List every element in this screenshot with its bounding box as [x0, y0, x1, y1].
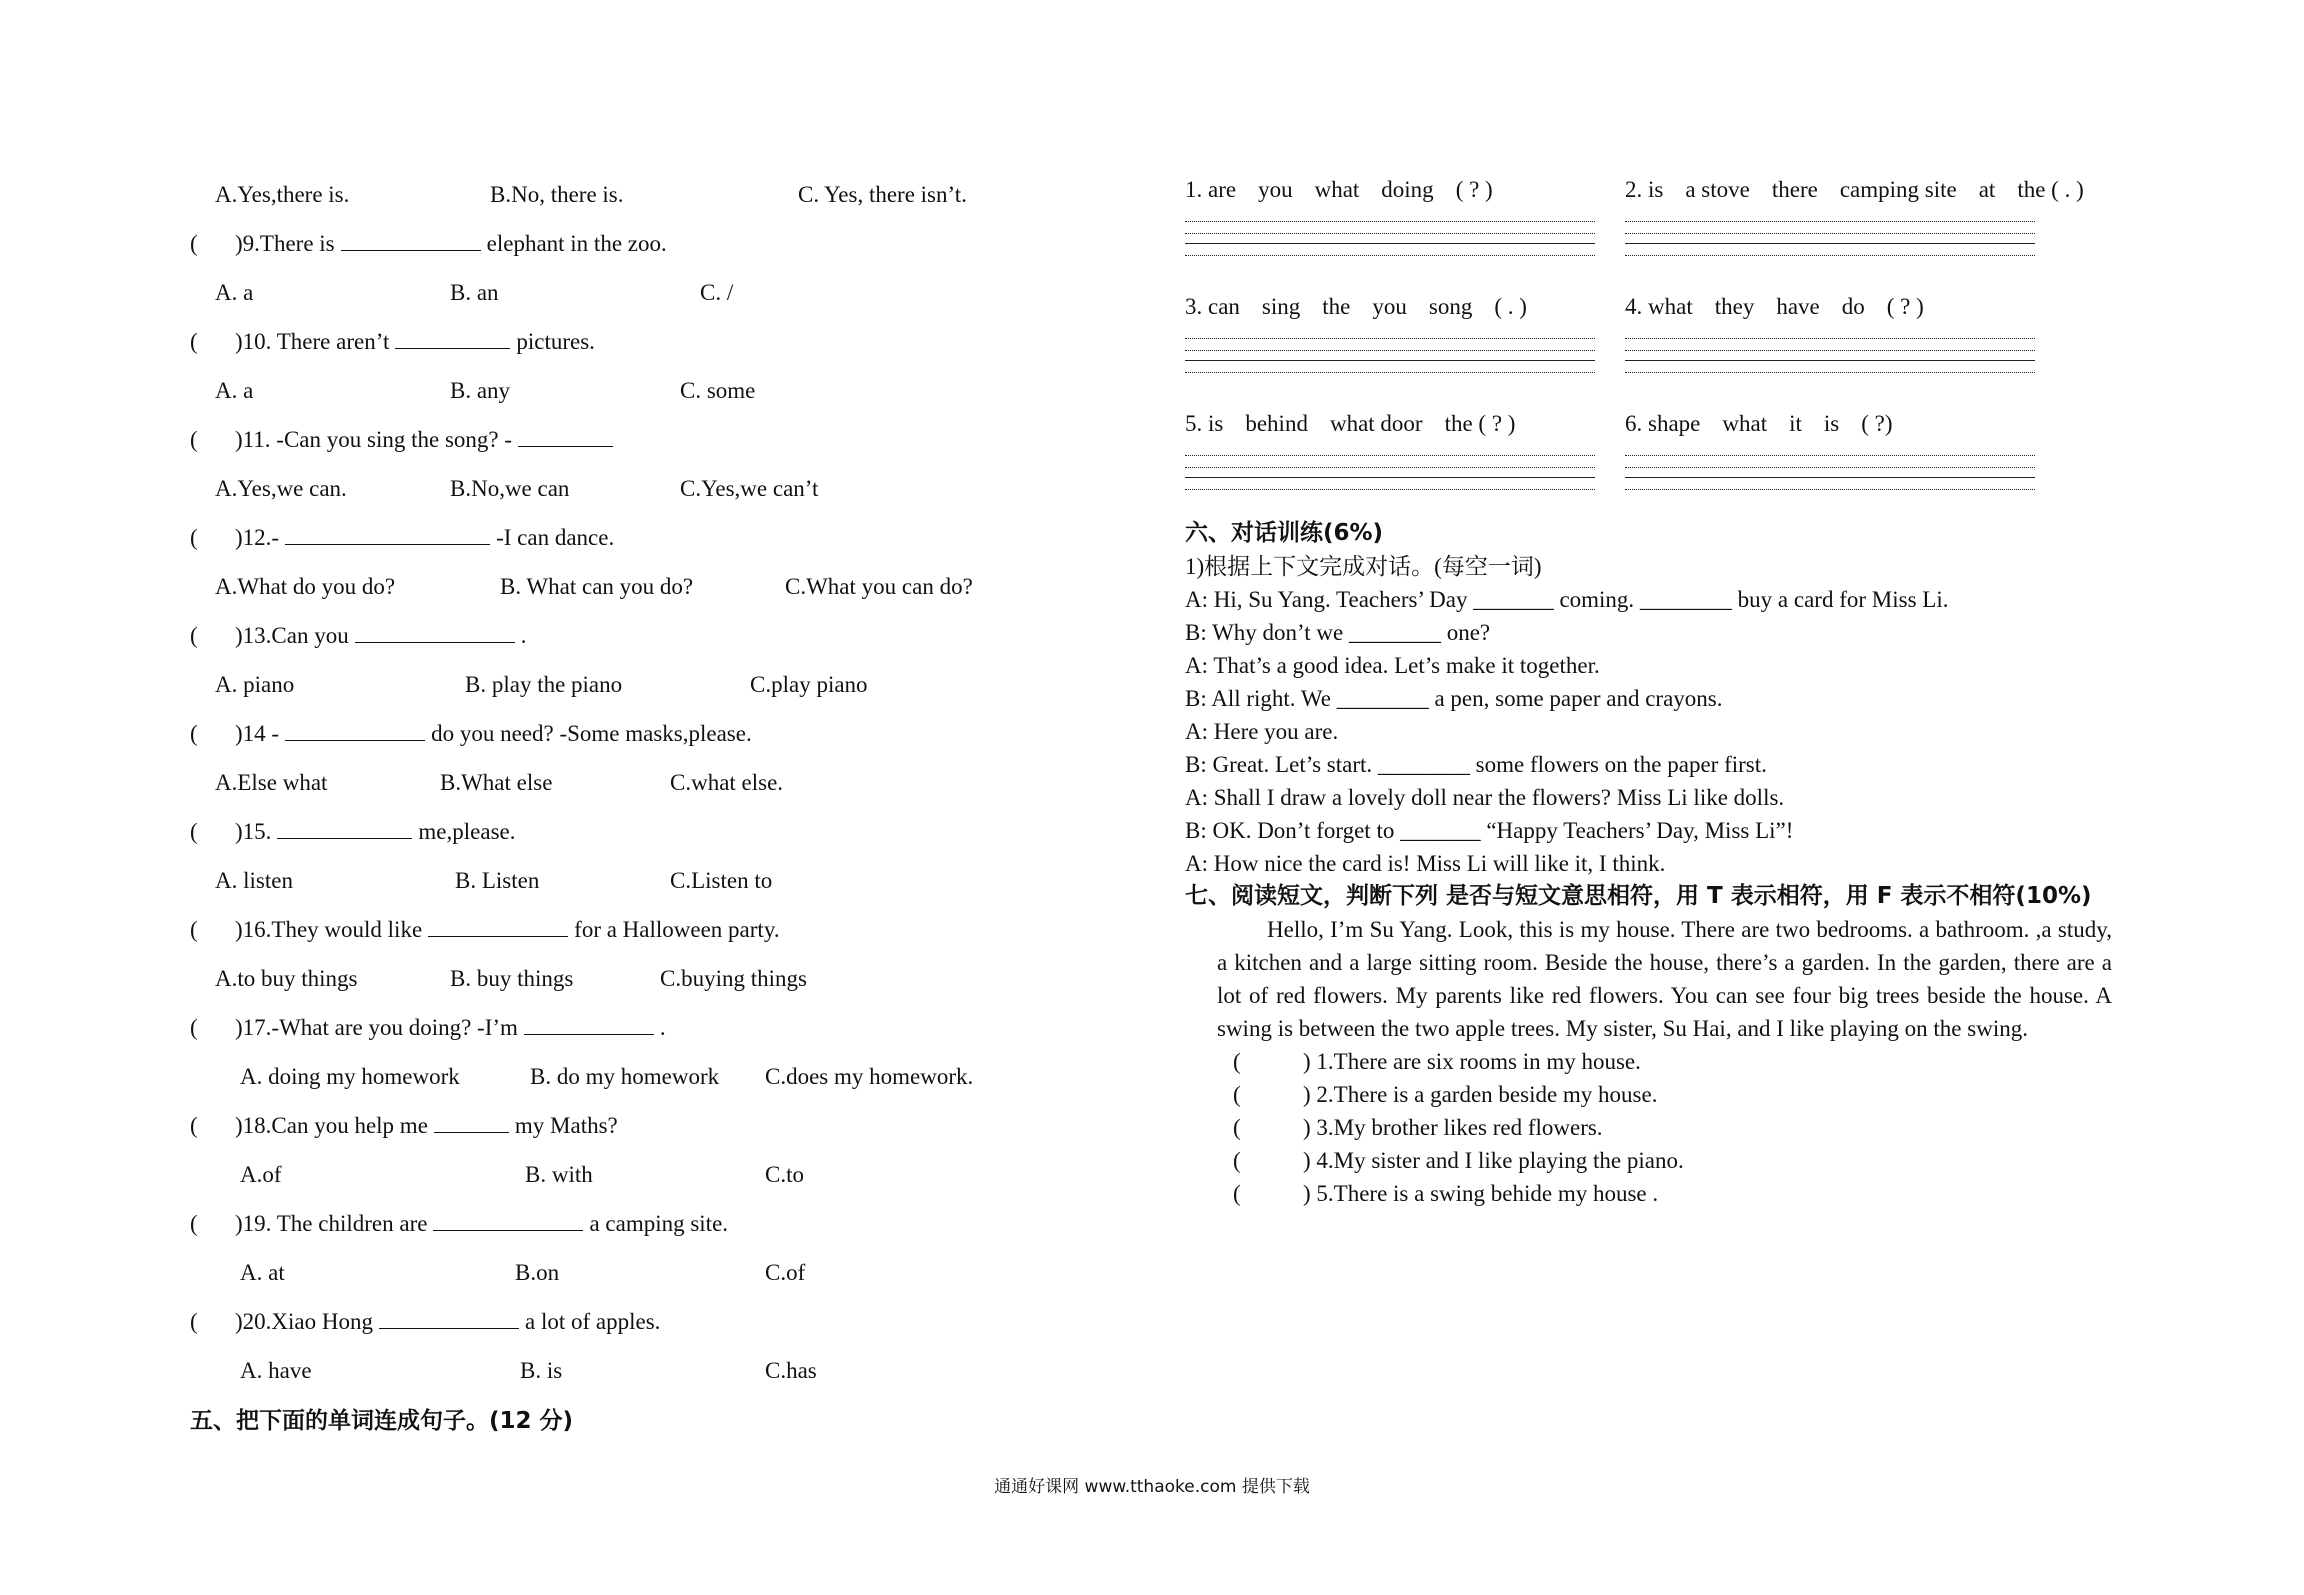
- tf-statement: ) 3.My brother likes red flowers.: [1303, 1115, 1603, 1140]
- tf-item: [1185, 1111, 2145, 1144]
- option-c: C. some: [680, 378, 756, 403]
- option-b: B.on: [515, 1260, 560, 1285]
- word: 2. is: [1625, 177, 1664, 202]
- option-b: B. is: [520, 1358, 563, 1383]
- writing-line[interactable]: [1625, 246, 2035, 256]
- answer-paren: (: [190, 329, 198, 354]
- section6-heading: 六、对话训练(6%): [1185, 520, 1384, 546]
- answer-blank[interactable]: [433, 1210, 583, 1231]
- option-b: B. with: [525, 1162, 593, 1187]
- answer-paren: (: [190, 1211, 198, 1236]
- option-c: C.of: [765, 1260, 806, 1285]
- question-options: [190, 758, 1050, 807]
- question-tail: a camping site.: [589, 1211, 729, 1236]
- option-a: A.of: [240, 1162, 282, 1187]
- tf-statement: ) 5.There is a swing behide my house .: [1303, 1181, 1659, 1206]
- option-b: B. an: [450, 280, 499, 305]
- question-options: [190, 562, 1050, 611]
- word: what door: [1329, 411, 1423, 436]
- question-tail: a lot of apples.: [524, 1309, 661, 1334]
- reorder-item: [1625, 287, 2035, 373]
- dialogue-line: A: Shall I draw a lovely doll near the flowers? Miss Li like dolls.: [1185, 785, 1785, 810]
- word: they: [1714, 294, 1755, 319]
- question-number: )15.: [235, 819, 272, 844]
- answer-blank[interactable]: [434, 1112, 509, 1133]
- writing-line[interactable]: [1185, 329, 1595, 339]
- section6-instructions: 1)根据上下文完成对话。(每空一词): [1185, 554, 1542, 579]
- option-b: B.What else: [440, 770, 553, 795]
- question-options: [190, 1346, 1050, 1395]
- question-tail: .: [520, 623, 527, 648]
- answer-blank[interactable]: [395, 328, 510, 349]
- question-text: [235, 513, 614, 562]
- option-a: A.to buy things: [215, 966, 358, 991]
- answer-blank[interactable]: [518, 426, 613, 447]
- option-c: C.What you can do?: [785, 574, 973, 599]
- scrambled-words: [1185, 404, 1595, 444]
- tf-statement: ) 1.There are six rooms in my house.: [1303, 1049, 1641, 1074]
- writing-line[interactable]: [1185, 224, 1595, 234]
- question-options: [190, 464, 1050, 513]
- option-a: A.Yes,we can.: [215, 476, 347, 501]
- word: 3. can: [1185, 294, 1240, 319]
- question-stem: [190, 1003, 1050, 1052]
- option-b: B. What can you do?: [500, 574, 694, 599]
- word: song: [1428, 294, 1473, 319]
- word: there: [1771, 177, 1818, 202]
- answer-blank[interactable]: [524, 1014, 654, 1035]
- word: camping site: [1839, 177, 1957, 202]
- answer-paren: (: [190, 721, 198, 746]
- option-b: B. buy things: [450, 966, 574, 991]
- tf-statement: ) 4.My sister and I like playing the piano.: [1303, 1148, 1684, 1173]
- answer-paren[interactable]: (: [1233, 1148, 1241, 1173]
- question-tail: my Maths?: [514, 1113, 618, 1138]
- q8-options: [190, 170, 1050, 219]
- writing-line[interactable]: [1185, 480, 1595, 490]
- writing-line[interactable]: [1185, 246, 1595, 256]
- option-b: B.No,we can: [450, 476, 570, 501]
- section7-heading: 七、阅读短文，判断下列 是否与短文意思相符，用 T 表示相符，用 F 表示不相符(10%): [1185, 883, 2092, 909]
- option-b: B.No, there is.: [490, 182, 624, 207]
- word: 5. is: [1185, 411, 1224, 436]
- question-options: [190, 366, 1050, 415]
- dialogue-line: A: How nice the card is! Miss Li will like it, I think.: [1185, 851, 1666, 876]
- word: you: [1372, 294, 1407, 319]
- option-a: A. piano: [215, 672, 295, 697]
- option-c: C. /: [700, 280, 734, 305]
- word: it: [1789, 411, 1802, 436]
- question-number: )9.There is: [235, 231, 335, 256]
- question-number: )18.Can you help me: [235, 1113, 428, 1138]
- answer-paren[interactable]: (: [1233, 1181, 1241, 1206]
- question-number: )20.Xiao Hong: [235, 1309, 373, 1334]
- writing-line[interactable]: [1185, 212, 1595, 222]
- reorder-item: [1185, 404, 1595, 490]
- option-c: C.what else.: [670, 770, 784, 795]
- option-a: A. a: [215, 378, 254, 403]
- writing-line[interactable]: [1185, 341, 1595, 351]
- question-text: [235, 1101, 618, 1150]
- question-stem: [190, 219, 1050, 268]
- dialogue-line: B: All right. We ________ a pen, some paper and crayons.: [1185, 686, 1723, 711]
- option-a: A. at: [240, 1260, 285, 1285]
- reorder-item: [1185, 170, 1595, 256]
- answer-blank[interactable]: [285, 720, 425, 741]
- answer-paren: (: [190, 1015, 198, 1040]
- word: the ( ? ): [1444, 411, 1516, 436]
- word: at: [1978, 177, 1996, 202]
- reorder-item: [1625, 170, 2084, 256]
- answer-paren: (: [190, 427, 198, 452]
- dialogue-line: B: Great. Let’s start. ________ some flowers on the paper first.: [1185, 752, 1767, 777]
- word: 4. what: [1625, 294, 1693, 319]
- word: ( ?): [1861, 411, 1893, 436]
- word: 1. are: [1185, 177, 1237, 202]
- option-b: B. any: [450, 378, 511, 403]
- writing-line[interactable]: [1625, 329, 2035, 339]
- writing-line[interactable]: [1185, 468, 1595, 478]
- answer-blank[interactable]: [355, 622, 515, 643]
- scrambled-words: [1625, 404, 2035, 444]
- question-tail: elephant in the zoo.: [486, 231, 667, 256]
- writing-line[interactable]: [1625, 468, 2035, 478]
- question-stem: [190, 1101, 1050, 1150]
- answer-blank[interactable]: [379, 1308, 519, 1329]
- answer-paren: (: [190, 231, 198, 256]
- tf-item: [1185, 1078, 2145, 1111]
- question-stem: [190, 317, 1050, 366]
- option-c: C. Yes, there isn’t.: [798, 182, 967, 207]
- writing-line[interactable]: [1185, 458, 1595, 468]
- answer-paren: (: [190, 1113, 198, 1138]
- question-stem: [190, 905, 1050, 954]
- option-c: C.buying things: [660, 966, 807, 991]
- question-tail: me,please.: [418, 819, 516, 844]
- question-options: [190, 660, 1050, 709]
- question-text: [235, 611, 526, 660]
- question-stem: [190, 807, 1050, 856]
- tf-item: [1185, 1045, 2145, 1078]
- option-b: B. play the piano: [465, 672, 623, 697]
- question-tail: -I can dance.: [496, 525, 615, 550]
- dialogue-line: A: Here you are.: [1185, 719, 1339, 744]
- answer-blank[interactable]: [285, 524, 490, 545]
- question-number: )10. There aren’t: [235, 329, 390, 354]
- question-number: )13.Can you: [235, 623, 349, 648]
- question-text: [235, 1297, 660, 1346]
- question-text: [235, 219, 667, 268]
- question-number: )17.-What are you doing? -I’m: [235, 1015, 518, 1040]
- dialogue-line: B: Why don’t we ________ one?: [1185, 620, 1491, 645]
- answer-paren: (: [190, 525, 198, 550]
- question-text: [235, 1199, 728, 1248]
- answer-paren: (: [190, 623, 198, 648]
- writing-line[interactable]: [1625, 212, 2035, 222]
- reorder-row: [1185, 404, 2145, 521]
- writing-line[interactable]: [1185, 234, 1595, 244]
- answer-blank[interactable]: [277, 818, 412, 839]
- question-text: [235, 709, 752, 758]
- question-tail: for a Halloween party.: [574, 917, 780, 942]
- reorder-row: [1185, 170, 2145, 287]
- question-options: [190, 268, 1050, 317]
- reading-passage: [1217, 913, 2112, 1045]
- question-stem: [190, 513, 1050, 562]
- word: doing: [1381, 177, 1434, 202]
- writing-line[interactable]: [1625, 234, 2035, 244]
- dialogue-line: A: That’s a good idea. Let’s make it together.: [1185, 653, 1600, 678]
- writing-line[interactable]: [1625, 458, 2035, 468]
- question-tail: do you need? -Some masks,please.: [431, 721, 752, 746]
- question-text: [235, 415, 619, 464]
- option-a: A. doing my homework: [240, 1064, 460, 1089]
- question-text: [235, 317, 595, 366]
- word: what: [1314, 177, 1360, 202]
- word: the: [1322, 294, 1351, 319]
- question-options: [190, 954, 1050, 1003]
- word: ( ? ): [1886, 294, 1924, 319]
- option-c: C.play piano: [750, 672, 868, 697]
- true-false-list: [1185, 1045, 2145, 1210]
- question-stem: [190, 611, 1050, 660]
- writing-line[interactable]: [1625, 351, 2035, 361]
- scrambled-words: [1625, 287, 2035, 327]
- option-c: C.does my homework.: [765, 1064, 974, 1089]
- option-a: A. a: [215, 280, 254, 305]
- question-number: )11. -Can you sing the song? -: [235, 427, 513, 452]
- option-a: A.Else what: [215, 770, 328, 795]
- writing-line[interactable]: [1625, 446, 2035, 456]
- question-options: [190, 1052, 1050, 1101]
- section5-heading: 五、把下面的单词连成句子。(12 分): [190, 1408, 574, 1434]
- dialogue-line: B: OK. Don’t forget to _______ “Happy Teachers’ Day, Miss Li”!: [1185, 818, 1794, 843]
- option-c: C.Yes,we can’t: [680, 476, 819, 501]
- right-column: [1185, 170, 2145, 1210]
- question-options: [190, 856, 1050, 905]
- question-stem: [190, 709, 1050, 758]
- question-text: [235, 807, 516, 856]
- question-options: [190, 1248, 1050, 1297]
- scrambled-words: [1625, 170, 2084, 210]
- word: have: [1776, 294, 1820, 319]
- writing-line[interactable]: [1625, 480, 2035, 490]
- word: sing: [1261, 294, 1301, 319]
- word: a stove: [1685, 177, 1750, 202]
- option-a: A.What do you do?: [215, 574, 396, 599]
- answer-paren: (: [190, 1309, 198, 1334]
- option-c: C.to: [765, 1162, 804, 1187]
- tf-statement: ) 2.There is a garden beside my house.: [1303, 1082, 1658, 1107]
- word: ( . ): [1494, 294, 1527, 319]
- question-stem: [190, 1199, 1050, 1248]
- question-number: )19. The children are: [235, 1211, 428, 1236]
- word: you: [1258, 177, 1293, 202]
- word: ( ? ): [1455, 177, 1493, 202]
- question-text: [235, 905, 780, 954]
- question-options: [190, 1150, 1050, 1199]
- writing-line[interactable]: [1185, 446, 1595, 456]
- question-number: )14 -: [235, 721, 280, 746]
- writing-line[interactable]: [1185, 351, 1595, 361]
- answer-blank[interactable]: [428, 916, 568, 937]
- tf-item: [1185, 1177, 2145, 1210]
- left-column: [190, 170, 1050, 1446]
- question-list: [190, 219, 1050, 1395]
- dialogue-line: A: Hi, Su Yang. Teachers’ Day _______ coming. ________ buy a card for Miss Li.: [1185, 587, 1949, 612]
- tf-item: [1185, 1144, 2145, 1177]
- answer-paren: (: [190, 819, 198, 844]
- question-tail: .: [659, 1015, 666, 1040]
- dialogue: [1185, 583, 2145, 880]
- option-a: A. listen: [215, 868, 293, 893]
- word: the ( . ): [2017, 177, 2084, 202]
- question-text: [235, 1003, 666, 1052]
- reorder-exercises: [1185, 170, 2145, 521]
- question-stem: [190, 415, 1050, 464]
- answer-paren[interactable]: (: [1233, 1115, 1241, 1140]
- question-number: )16.They would like: [235, 917, 423, 942]
- option-a: A. have: [240, 1358, 312, 1383]
- writing-line[interactable]: [1185, 363, 1595, 373]
- option-c: C.has: [765, 1358, 817, 1383]
- writing-line[interactable]: [1625, 363, 2035, 373]
- word: behind: [1245, 411, 1308, 436]
- option-b: B. Listen: [455, 868, 540, 893]
- answer-paren: (: [190, 917, 198, 942]
- option-b: B. do my homework: [530, 1064, 720, 1089]
- reorder-item: [1625, 404, 2035, 490]
- word: is: [1823, 411, 1840, 436]
- writing-line[interactable]: [1625, 341, 2035, 351]
- passage-text: Hello, I’m Su Yang. Look, this is my house. There are two bedrooms. a bathroom. ,a study, a kitchen and a large sitting room. Beside the house, there’s a garden. In the garden, there are a lot of red flowers. My parents like red flowers. You can see four big trees beside the house. A swing is between the two apple trees. My sister, Su Hai, and I like playing on the swing.: [1217, 917, 2112, 1041]
- writing-line[interactable]: [1625, 224, 2035, 234]
- question-number: )12.-: [235, 525, 280, 550]
- option-c: C.Listen to: [670, 868, 773, 893]
- reorder-item: [1185, 287, 1595, 373]
- word: 6. shape: [1625, 411, 1701, 436]
- question-stem: [190, 1297, 1050, 1346]
- scrambled-words: [1185, 170, 1595, 210]
- footer-watermark: 通通好课网 www.tthaoke.com 提供下载: [994, 1477, 1310, 1497]
- word: what: [1722, 411, 1768, 436]
- reorder-row: [1185, 287, 2145, 404]
- answer-paren[interactable]: (: [1233, 1049, 1241, 1074]
- question-tail: pictures.: [516, 329, 595, 354]
- answer-paren[interactable]: (: [1233, 1082, 1241, 1107]
- scrambled-words: [1185, 287, 1595, 327]
- option-a: A.Yes,there is.: [215, 182, 350, 207]
- answer-blank[interactable]: [341, 230, 481, 251]
- word: do: [1841, 294, 1865, 319]
